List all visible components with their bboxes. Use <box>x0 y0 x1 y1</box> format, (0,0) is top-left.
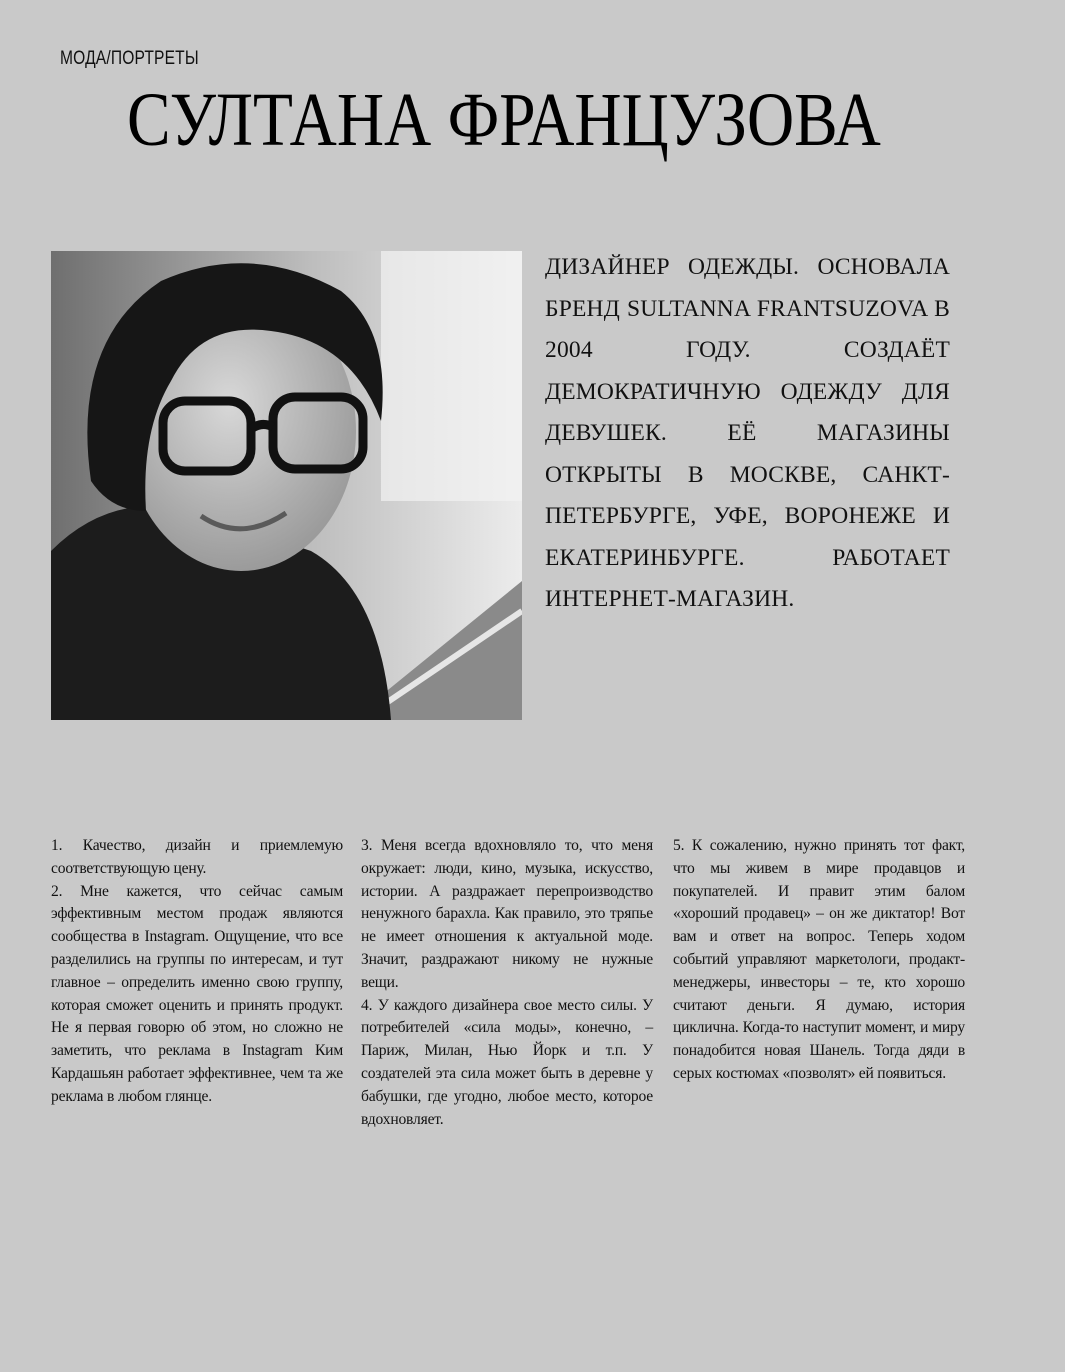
intro-text: ДИЗАЙНЕР ОДЕЖДЫ. ОСНОВАЛА БРЕНД SULTANNA FRANTSUZOVA В 2004 ГОДУ. СОЗДАЁТ ДЕМОКРАТИЧНУЮ ОДЕЖДУ ДЛЯ ДЕВУШЕК. ЕЁ МАГАЗИНЫ ОТКРЫТЫ В МОСКВЕ, САНКТ-ПЕТЕРБУРГЕ, УФЕ, ВОРОНЕЖЕ И ЕКАТЕРИНБУРГЕ. РАБОТАЕТ ИНТЕРНЕТ-МАГАЗИН. <box>545 254 950 612</box>
text-column-3 <box>673 835 965 1086</box>
answer-2: 2. Мне кажется, что сейчас самым эффективным местом продаж являются сообщества в Instagram. Ощущение, что все разделились на группы по интересам, и тут главное – определить именно свою группу, которая сможет оценить и принять продукт. Не я первая говорю об этом, но сложно не заметить, что реклама в Instagram Ким Кардашьян работает эффективнее, чем та же реклама в любом глянце. <box>51 882 343 1105</box>
page-title: СУЛТАНА ФРАНЦУЗОВА <box>127 78 881 162</box>
answer-3: 3. Меня всегда вдохновляло то, что меня окружает: люди, кино, музыка, искусство, истории. А раздражает перепроизводство ненужного барахла. Как правило, это тряпье не имеет отношения к актуальной моде. Значит, раздражают никому не нужные вещи. <box>361 837 653 991</box>
text-column-1 <box>51 835 343 1109</box>
answer-4: 4. У каждого дизайнера свое место силы. У потребителей «сила моды», конечно, – Париж, Милан, Нью Йорк и т.п. У создателей эта сила может быть в деревне у бабушки, где угодно, любое место, которое вдохновляет. <box>361 996 653 1128</box>
portrait-photo <box>51 251 522 720</box>
section-label: МОДА/ПОРТРЕТЫ <box>60 48 199 69</box>
answer-1: 1. Качество, дизайн и приемлемую соответствующую цену. <box>51 837 343 877</box>
answer-5: 5. К сожалению, нужно принять тот факт, что мы живем в мире продавцов и покупателей. И правит этим балом «хороший продавец» – он же диктатор! Вот вам и ответ на вопрос. Теперь ходом событий управляют маркетологи, продакт-менеджеры, инвесторы – те, кто хорошо считают деньги. Я думаю, история циклична. Когда-то наступит момент, и миру понадобится новая Шанель. Тогда дяди в серых костюмах «позволят» ей появиться. <box>673 837 965 1082</box>
text-column-2 <box>361 835 653 1131</box>
